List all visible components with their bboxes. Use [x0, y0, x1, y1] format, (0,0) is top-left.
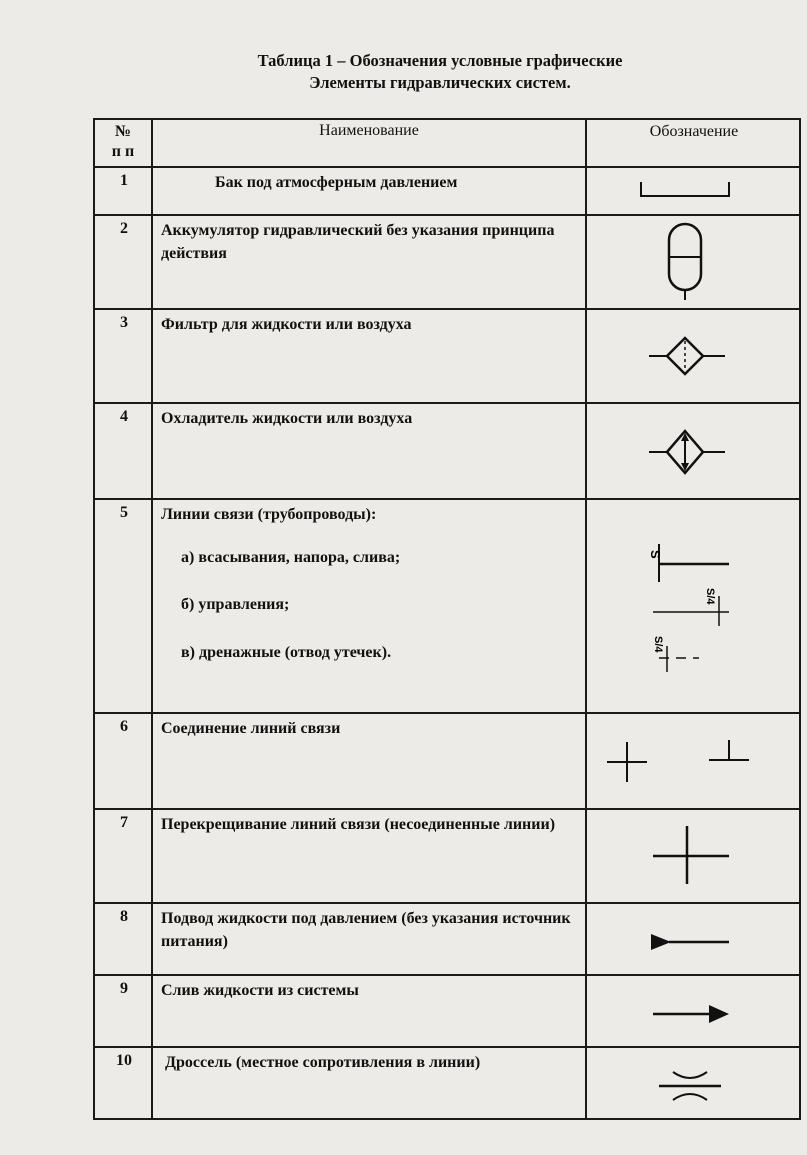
pipeline-suction-label: а) всасывания, напора, слива;	[181, 549, 401, 566]
row-name: Линии связи (трубопроводы):	[161, 506, 377, 523]
pipelines-icon	[587, 500, 801, 716]
cooler-icon	[587, 404, 801, 502]
row-name: Подвод жидкости под давлением (без указания источник питания)	[161, 910, 571, 950]
table-title	[0, 50, 807, 94]
row-name: Дроссель (местное сопротивления в линии)	[165, 1054, 481, 1071]
header-number-sub: п п	[111, 143, 135, 160]
table-row	[95, 214, 799, 310]
row-name: Соединение линий связи	[161, 720, 341, 737]
row-number: 10	[116, 1052, 132, 1069]
throttle-icon	[587, 1048, 801, 1122]
pipeline-thickness-label: S	[648, 550, 663, 559]
row-number: 6	[120, 718, 128, 735]
control-line-thickness-label: S/4	[704, 588, 716, 605]
row-name: Фильтр для жидкости или воздуха	[161, 316, 412, 333]
row-name: Аккумулятор гидравлический без указания принципа действия	[161, 222, 555, 262]
table-row	[95, 712, 799, 810]
title-line-2: Элементы гидравлических систем.	[309, 73, 571, 92]
header-name: Наименование	[319, 122, 419, 139]
row-number: 1	[120, 172, 128, 189]
row-number: 9	[120, 980, 128, 997]
table-row	[95, 902, 799, 976]
header-symbol: Обозначение	[649, 123, 739, 140]
title-line-1: Таблица 1 – Обозначения условные графические	[257, 51, 623, 70]
row-number: 5	[120, 504, 128, 521]
pressure-supply-icon	[587, 904, 801, 978]
row-number: 7	[120, 814, 128, 831]
row-name: Бак под атмосферным давлением	[215, 174, 458, 191]
row-number: 4	[120, 408, 128, 425]
symbols-table	[93, 118, 801, 1120]
filter-icon	[587, 310, 801, 406]
tank-icon	[587, 178, 801, 208]
row-name: Перекрещивание линий связи (несоединенные линии)	[161, 816, 556, 833]
row-name: Слив жидкости из системы	[161, 982, 359, 999]
row-number: 8	[120, 908, 128, 925]
table-row	[95, 308, 799, 404]
table-row	[95, 402, 799, 500]
row-number: 2	[120, 220, 128, 237]
header-number: №	[114, 123, 132, 140]
accumulator-icon	[587, 216, 801, 312]
table-row	[95, 498, 799, 714]
line-crossing-icon	[587, 810, 801, 906]
drain-line-thickness-label: S/4	[652, 636, 664, 653]
table-row	[95, 808, 799, 904]
drain-icon	[587, 976, 801, 1050]
pipeline-control-label: б) управления;	[181, 596, 290, 613]
pipeline-drain-label: в) дренажные (отвод утечек).	[181, 644, 392, 661]
table-row	[95, 1046, 799, 1120]
table-row	[95, 166, 799, 216]
table-row	[95, 974, 799, 1048]
row-name: Охладитель жидкости или воздуха	[161, 410, 413, 427]
row-number: 3	[120, 314, 128, 331]
line-junction-icon	[587, 714, 801, 812]
table-header	[95, 120, 799, 168]
